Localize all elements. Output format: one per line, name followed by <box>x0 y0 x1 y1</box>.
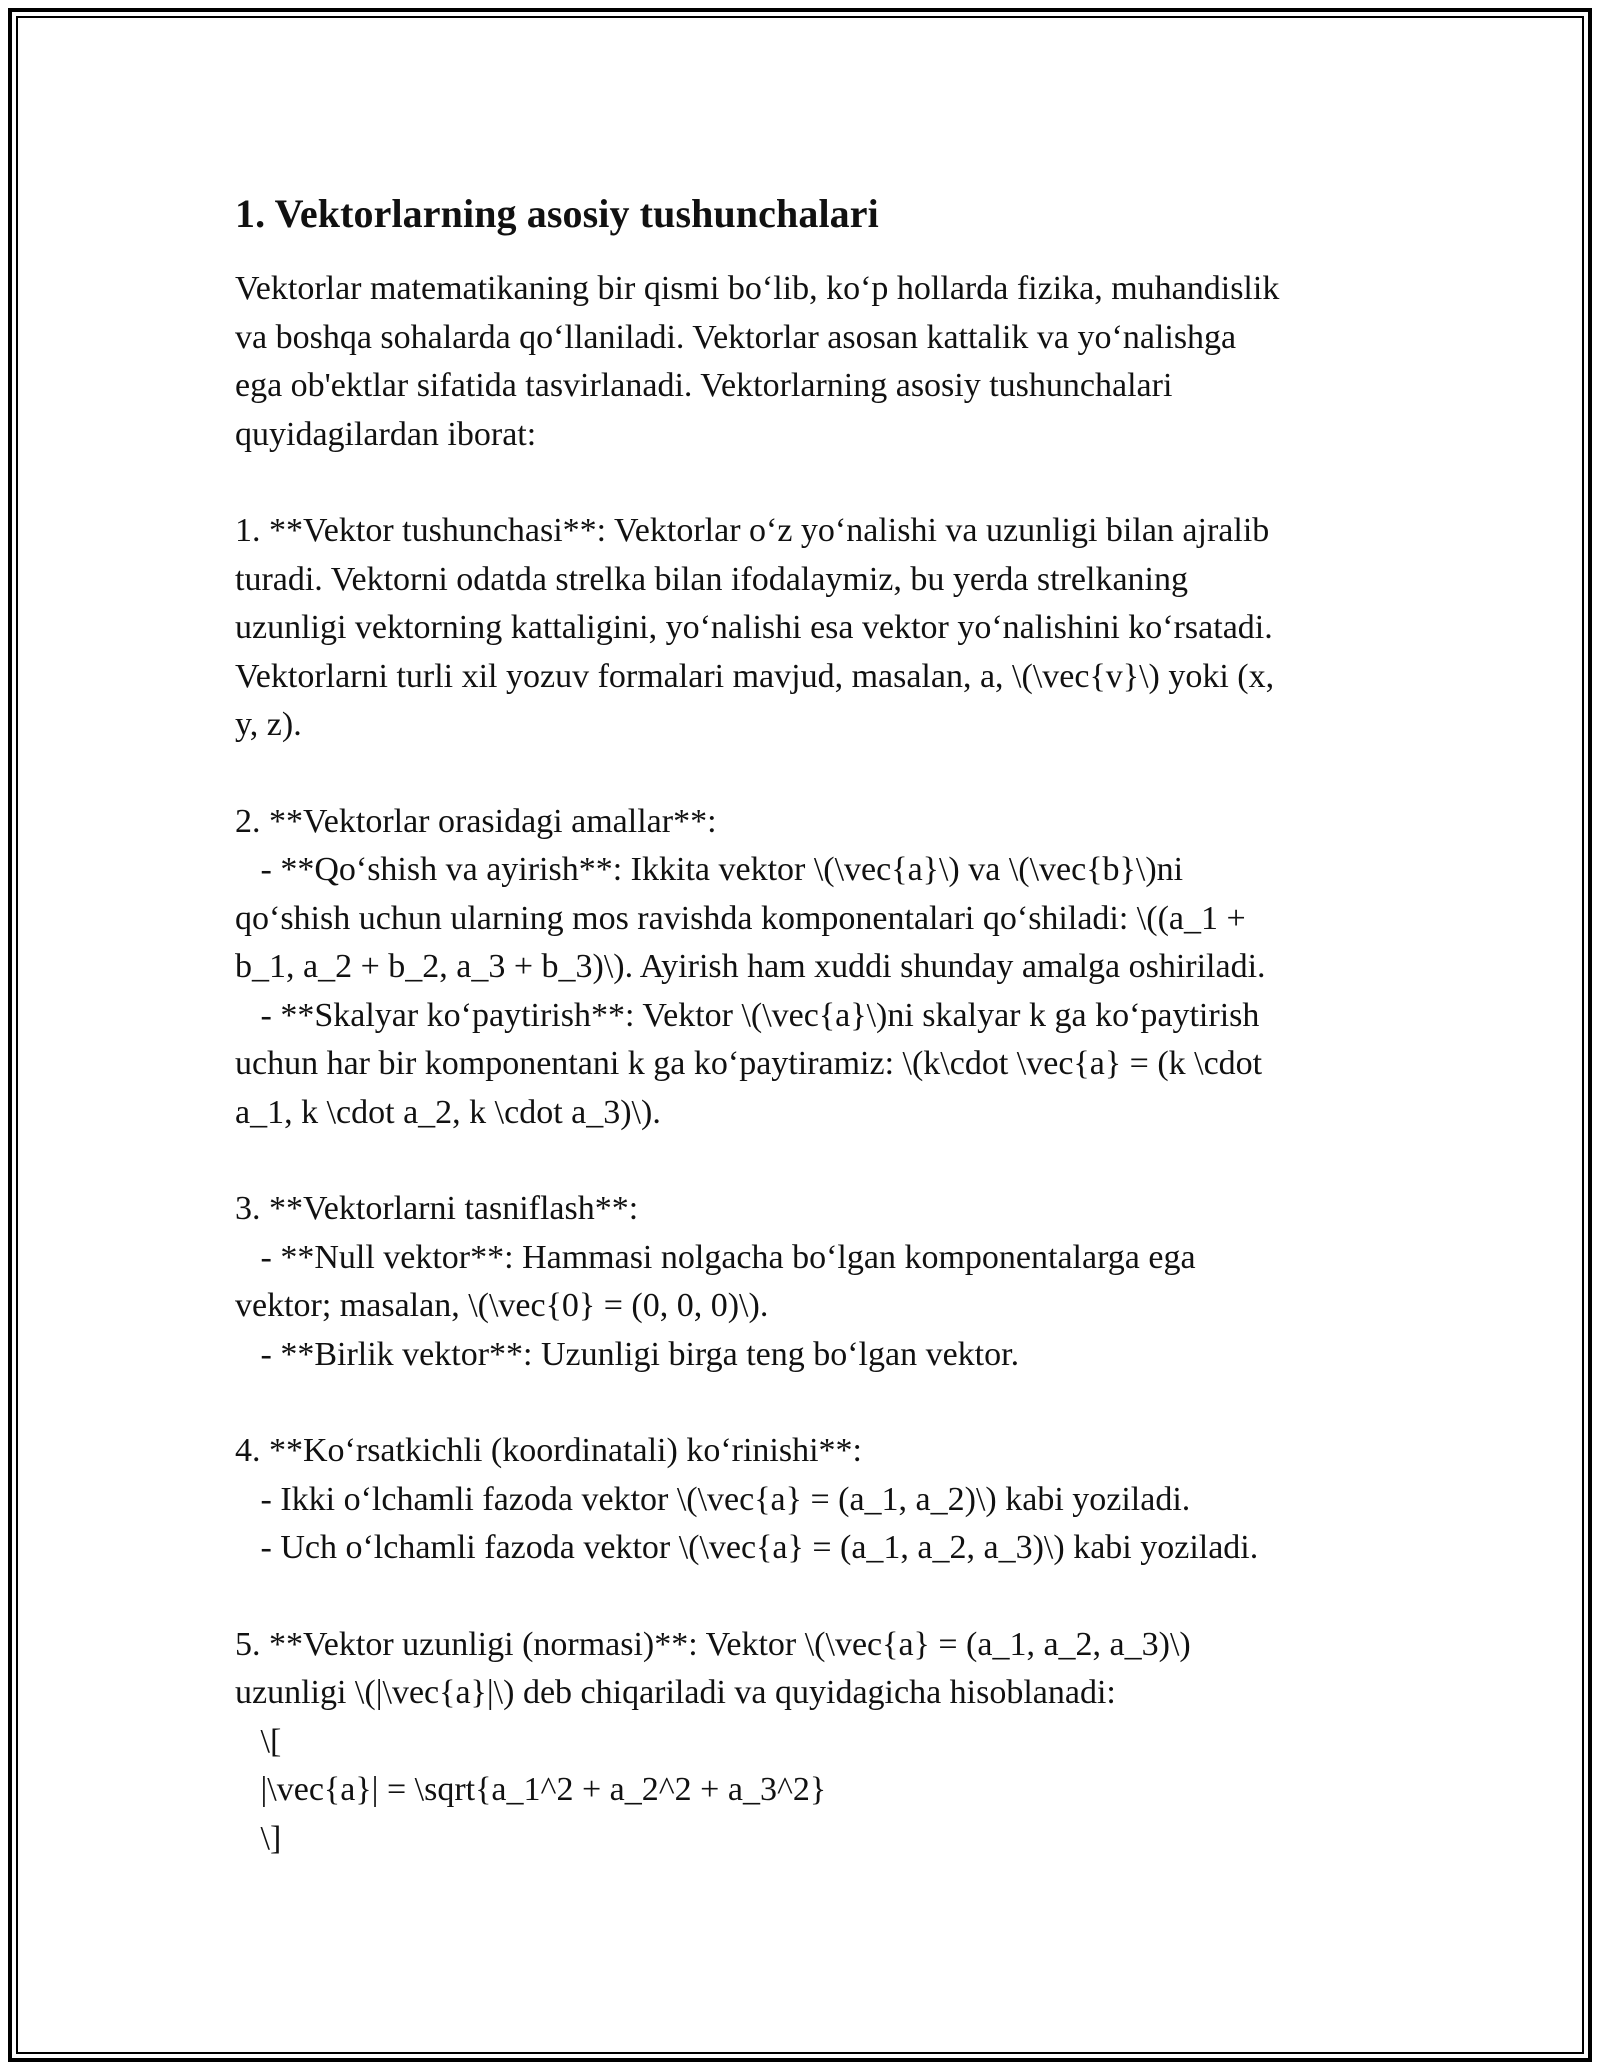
section-line: 1. **Vektor tushunchasi**: Vektorlar o‘z yo‘nalishi va uzunligi bilan ajralib <box>235 512 1270 549</box>
document-page <box>235 185 1375 1911</box>
section-line: b_1, a_2 + b_2, a_3 + b_3)\). Ayirish ham xuddi shunday amalga oshiriladi. <box>235 948 1266 985</box>
section-line: - Uch o‘lchamli fazoda vektor \(\vec{a} = (a_1, a_2, a_3)\) kabi yoziladi. <box>235 1529 1259 1566</box>
intro-paragraph <box>235 265 1375 459</box>
section-line: y, z). <box>235 706 302 743</box>
section-line: uchun har bir komponentani k ga ko‘paytiramiz: \(k\cdot \vec{a} = (k \cdot <box>235 1045 1263 1082</box>
section-vector-norm <box>235 1621 1375 1864</box>
section-vector-classification <box>235 1185 1375 1379</box>
section-line: - **Skalyar ko‘paytirish**: Vektor \(\vec{a}\)ni skalyar k ga ko‘paytirish <box>235 996 1260 1034</box>
section-coordinate-form <box>235 1427 1375 1573</box>
formula-line: \] <box>235 1819 282 1857</box>
intro-line: ega ob'ektlar sifatida tasvirlanadi. Vektorlarning asosiy tushunchalari <box>235 367 1173 404</box>
section-line: Vektorlarni turli xil yozuv formalari mavjud, masalan, a, \(\vec{v}\) yoki (x, <box>235 657 1275 695</box>
section-line: - **Birlik vektor**: Uzunligi birga teng bo‘lgan vektor. <box>235 1335 1020 1373</box>
intro-line: Vektorlar matematikaning bir qismi bo‘lib, ko‘p hollarda fizika, muhandislik <box>235 270 1280 307</box>
section-vector-concept <box>235 507 1375 750</box>
section-line: - **Null vektor**: Hammasi nolgacha bo‘lgan komponentalarga ega <box>235 1238 1196 1276</box>
section-line: 3. **Vektorlarni tasniflash**: <box>235 1190 639 1227</box>
section-line: - Ikki o‘lchamli fazoda vektor \(\vec{a} = (a_1, a_2)\) kabi yoziladi. <box>235 1480 1191 1518</box>
section-line: uzunligi vektorning kattaligini, yo‘nalishi esa vektor yo‘nalishini ko‘rsatadi. <box>235 609 1273 646</box>
formula-line: \[ <box>235 1722 282 1760</box>
section-line: 4. **Ko‘rsatkichli (koordinatali) ko‘rinishi**: <box>235 1432 862 1469</box>
section-line: 5. **Vektor uzunligi (normasi)**: Vektor \(\vec{a} = (a_1, a_2, a_3)\) <box>235 1625 1191 1663</box>
intro-line: va boshqa sohalarda qo‘llaniladi. Vektorlar asosan kattalik va yo‘nalishga <box>235 318 1237 356</box>
section-line: - **Qo‘shish va ayirish**: Ikkita vektor \(\vec{a}\) va \(\vec{b}\)ni <box>235 851 1184 888</box>
section-line: turadi. Vektorni odatda strelka bilan ifodalaymiz, bu yerda strelkaning <box>235 560 1188 598</box>
intro-line: quyidagilardan iborat: <box>235 415 537 453</box>
formula-line: |\vec{a}| = \sqrt{a_1^2 + a_2^2 + a_3^2} <box>235 1771 827 1808</box>
section-line: vektor; masalan, \(\vec{0} = (0, 0, 0)\). <box>235 1287 769 1324</box>
section-line: uzunligi \(|\vec{a}|\) deb chiqariladi va quyidagicha hisoblanadi: <box>235 1674 1116 1711</box>
section-line: a_1, k \cdot a_2, k \cdot a_3)\). <box>235 1093 661 1131</box>
document-title: 1. Vektorlarning asosiy tushunchalari <box>235 191 879 236</box>
section-line: 2. **Vektorlar orasidagi amallar**: <box>235 802 717 840</box>
section-line: qo‘shish uchun ularning mos ravishda komponentalari qo‘shiladi: \((a_1 + <box>235 899 1246 937</box>
section-vector-operations <box>235 798 1375 1138</box>
